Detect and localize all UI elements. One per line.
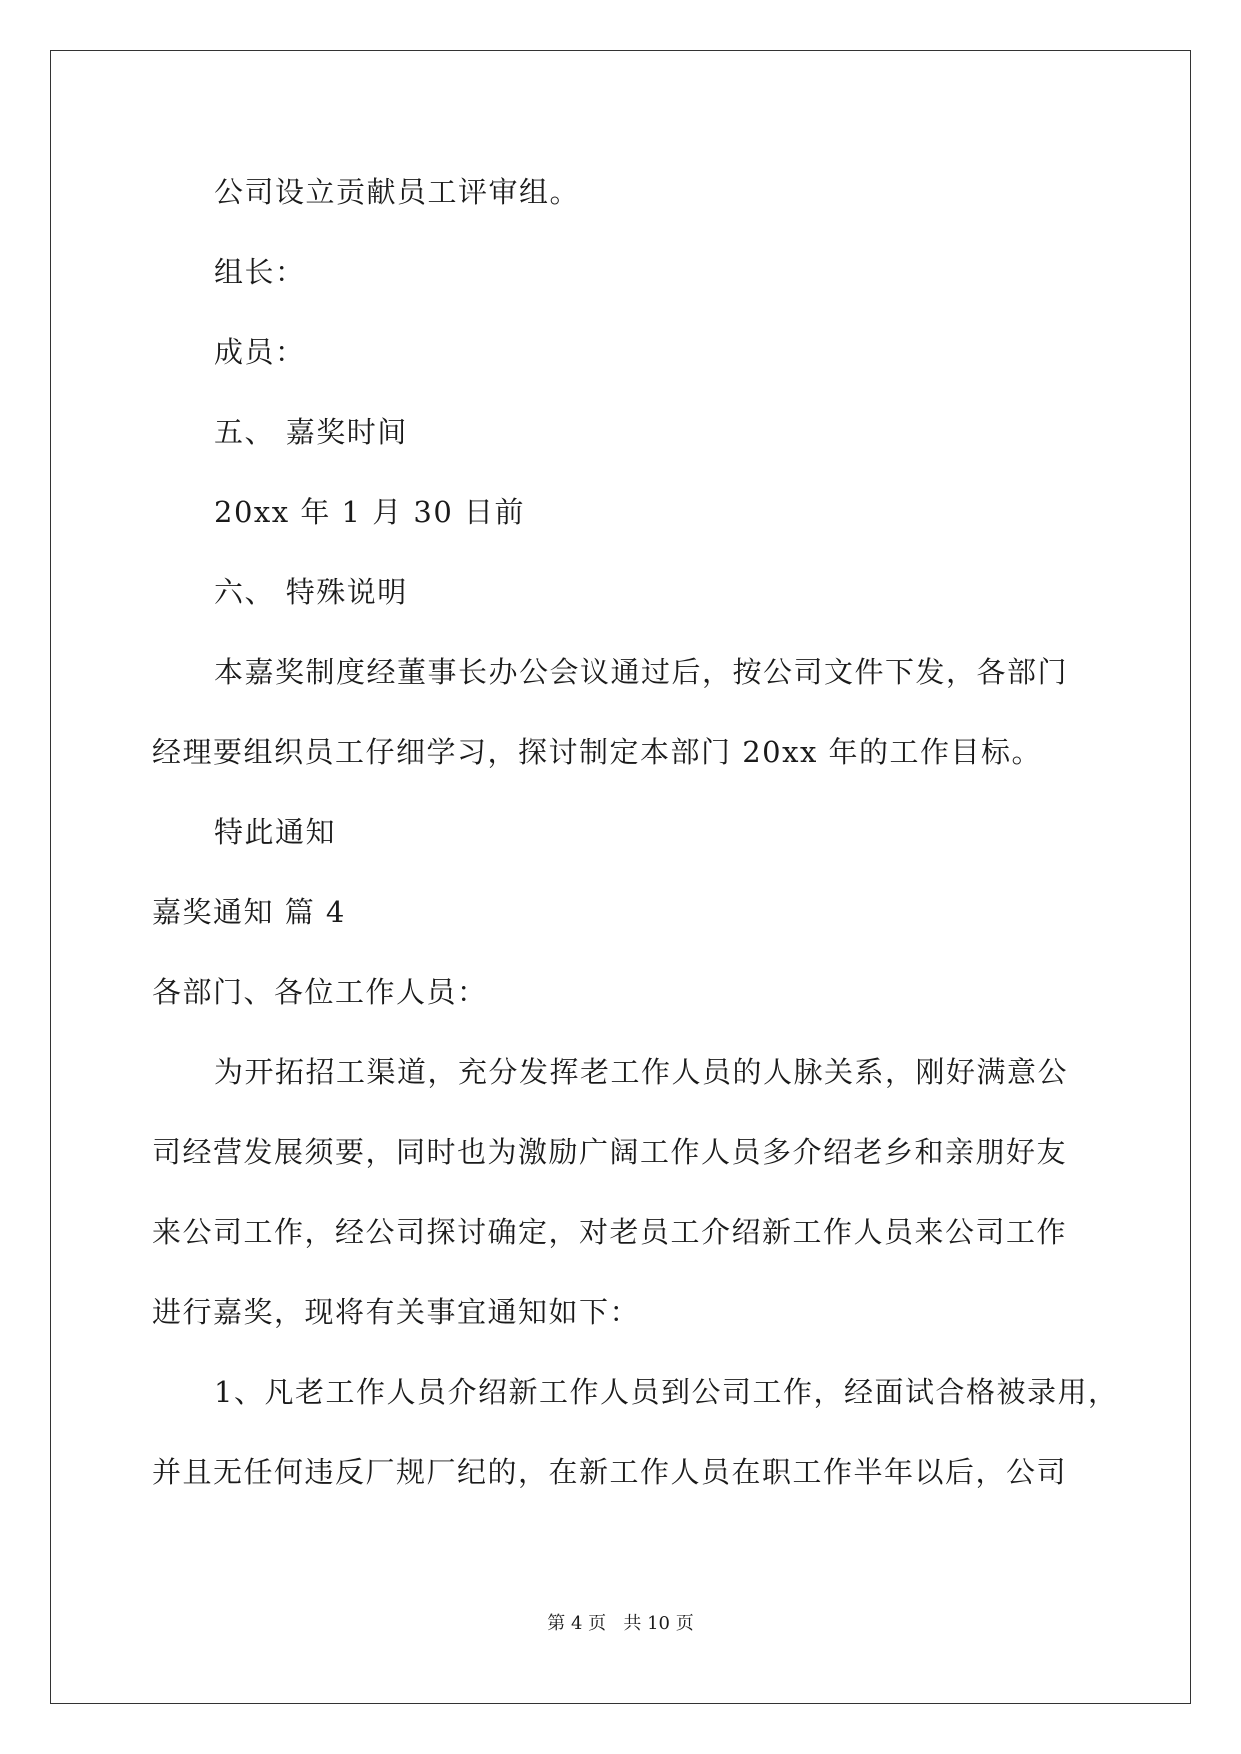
paragraph-line: 进行嘉奖，现将有关事宜通知如下： [152, 1295, 641, 1329]
paragraph-line: 1、凡老工作人员介绍新工作人员到公司工作，经面试合格被录用， [214, 1375, 1119, 1409]
paragraph-line: 来公司工作，经公司探讨确定，对老员工介绍新工作人员来公司工作 [152, 1215, 1068, 1249]
paragraph-line: 成员： [214, 335, 306, 369]
paragraph-line: 20xx 年 1 月 30 日前 [214, 495, 526, 529]
paragraph-line: 公司设立贡献员工评审组。 [214, 175, 581, 209]
section-heading: 六、 特殊说明 [214, 575, 408, 609]
paragraph-line: 特此通知 [214, 815, 337, 849]
article-title: 嘉奖通知 篇 4 [152, 895, 346, 929]
paragraph-line: 经理要组织员工仔细学习，探讨制定本部门 20xx 年的工作目标。 [152, 735, 1043, 769]
section-heading: 五、 嘉奖时间 [214, 415, 408, 449]
paragraph-line: 并且无任何违反厂规厂纪的，在新工作人员在职工作半年以后，公司 [152, 1455, 1068, 1489]
paragraph-line: 组长： [214, 255, 306, 289]
salutation: 各部门、各位工作人员： [152, 975, 488, 1009]
paragraph-line: 司经营发展须要，同时也为激励广阔工作人员多介绍老乡和亲朋好友 [152, 1135, 1068, 1169]
paragraph-line: 为开拓招工渠道，充分发挥老工作人员的人脉关系，刚好满意公 [214, 1055, 1069, 1089]
page-number: 第 4 页 共 10 页 [547, 1613, 694, 1634]
paragraph-line: 本嘉奖制度经董事长办公会议通过后，按公司文件下发，各部门 [214, 655, 1069, 689]
